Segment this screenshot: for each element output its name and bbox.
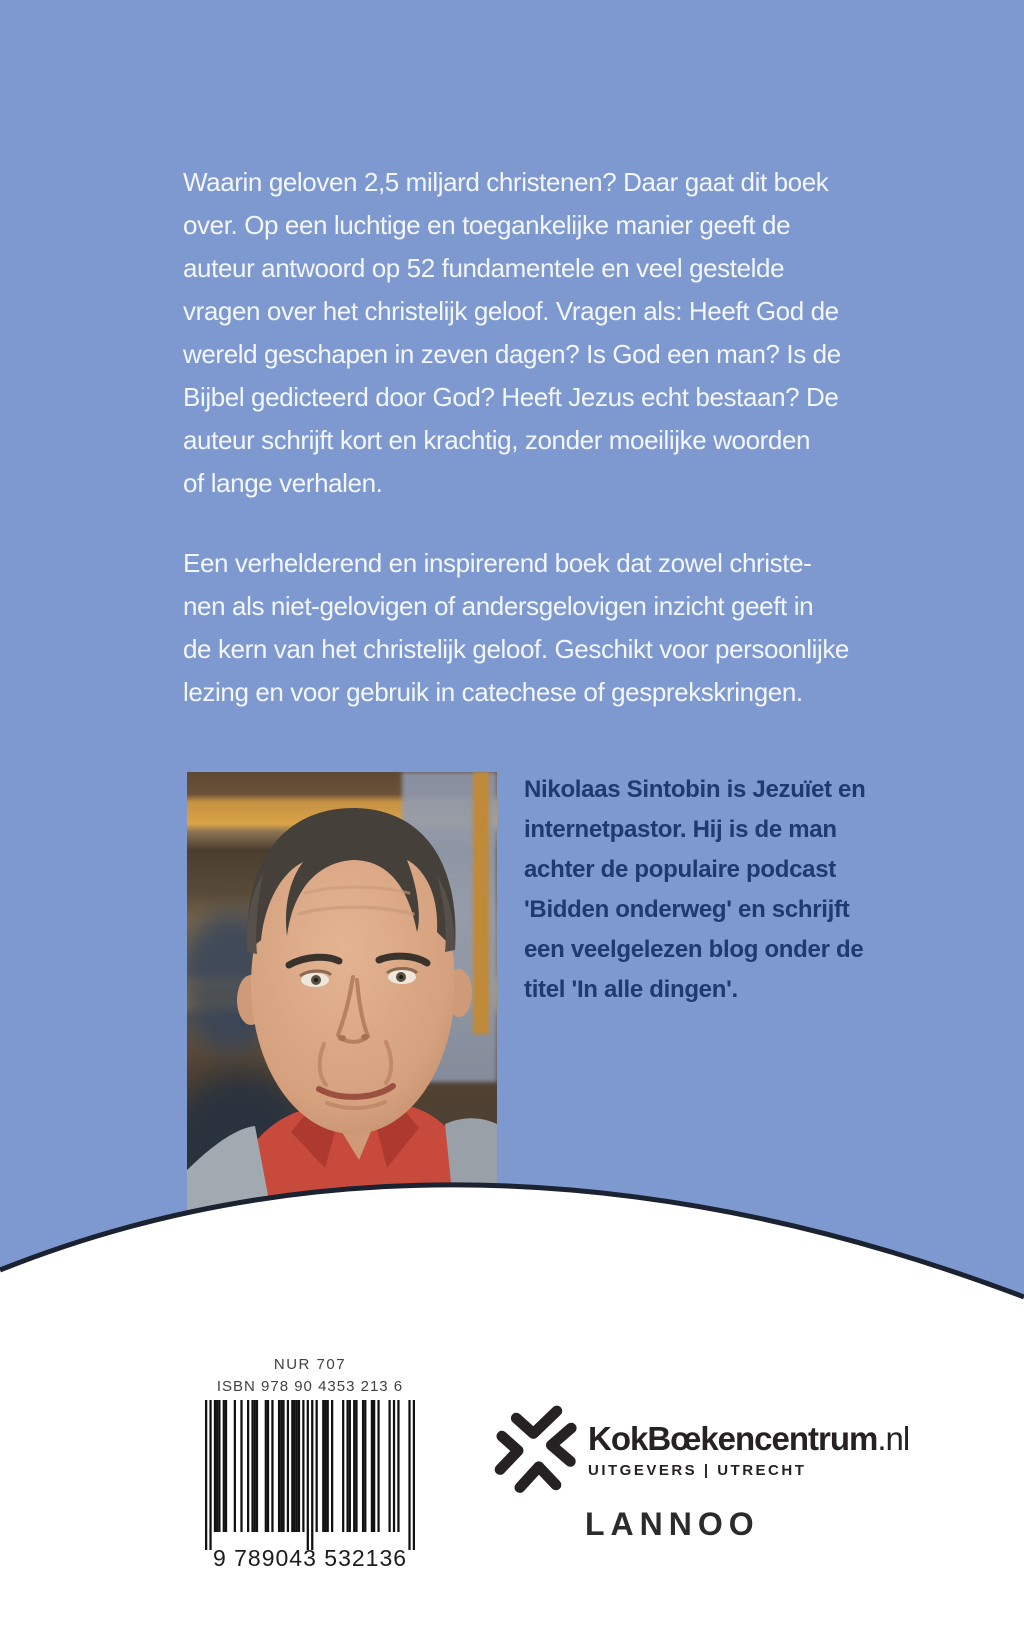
bio-line: 'Bidden onderweg' en schrijft xyxy=(524,896,850,923)
blurb-paragraph-2 xyxy=(183,542,849,714)
barcode-number: 9 789043 532136 xyxy=(212,1545,408,1571)
blurb-line: Bijbel gedicteerd door God? Heeft Jezus echt bestaan? De xyxy=(183,382,839,412)
isbn-number: ISBN 978 90 4353 213 6 xyxy=(216,1378,404,1395)
bio-line: titel 'In alle dingen'. xyxy=(524,976,738,1003)
bio-line: internetpastor. Hij is de man xyxy=(524,816,837,843)
kok-logo-name xyxy=(588,1420,909,1458)
blurb-line: of lange verhalen. xyxy=(183,468,383,498)
kok-logo-tagline: UITGEVERS | UTRECHT xyxy=(588,1462,807,1479)
blurb-line: nen als niet-gelovigen of andersgelovigen inzicht geeft in xyxy=(183,591,814,621)
lannoo-logo: LANNOO xyxy=(585,1506,760,1542)
blurb-line: over. Op een luchtige en toegankelijke manier geeft de xyxy=(183,210,791,240)
kok-logo-name-suffix: .nl xyxy=(877,1420,910,1457)
kokboekencentrum-logo xyxy=(588,1420,909,1479)
ean-barcode xyxy=(205,1400,415,1550)
blurb-line: auteur schrijft kort en krachtig, zonder moeilijke woorden xyxy=(183,425,811,455)
kok-logo-mark-icon xyxy=(492,1400,582,1494)
kok-logo-name-main: KokBœkencentrum xyxy=(588,1420,878,1457)
blurb-line: wereld geschapen in zeven dagen? Is God een man? Is de xyxy=(183,339,841,369)
blurb-line: de kern van het christelijk geloof. Geschikt voor persoonlijke xyxy=(183,634,849,664)
blurb-line: Een verhelderend en inspirerend boek dat zowel christe- xyxy=(183,548,812,578)
blurb-line: Waarin geloven 2,5 miljard christenen? Daar gaat dit boek xyxy=(183,167,829,197)
nur-code: NUR 707 xyxy=(273,1356,347,1373)
author-bio xyxy=(524,770,865,1010)
blurb-line: lezing en voor gebruik in catechese of gesprekskringen. xyxy=(183,677,803,707)
bio-line: een veelgelezen blog onder de xyxy=(524,936,864,963)
bio-line: achter de populaire podcast xyxy=(524,856,836,883)
blurb-line: vragen over het christelijk geloof. Vragen als: Heeft God de xyxy=(183,296,839,326)
cover-curve xyxy=(0,1140,1024,1638)
blurb-paragraph-1 xyxy=(183,161,841,505)
blurb-line: auteur antwoord op 52 fundamentele en veel gestelde xyxy=(183,253,785,283)
bio-line: Nikolaas Sintobin is Jezuïet en xyxy=(524,776,866,803)
